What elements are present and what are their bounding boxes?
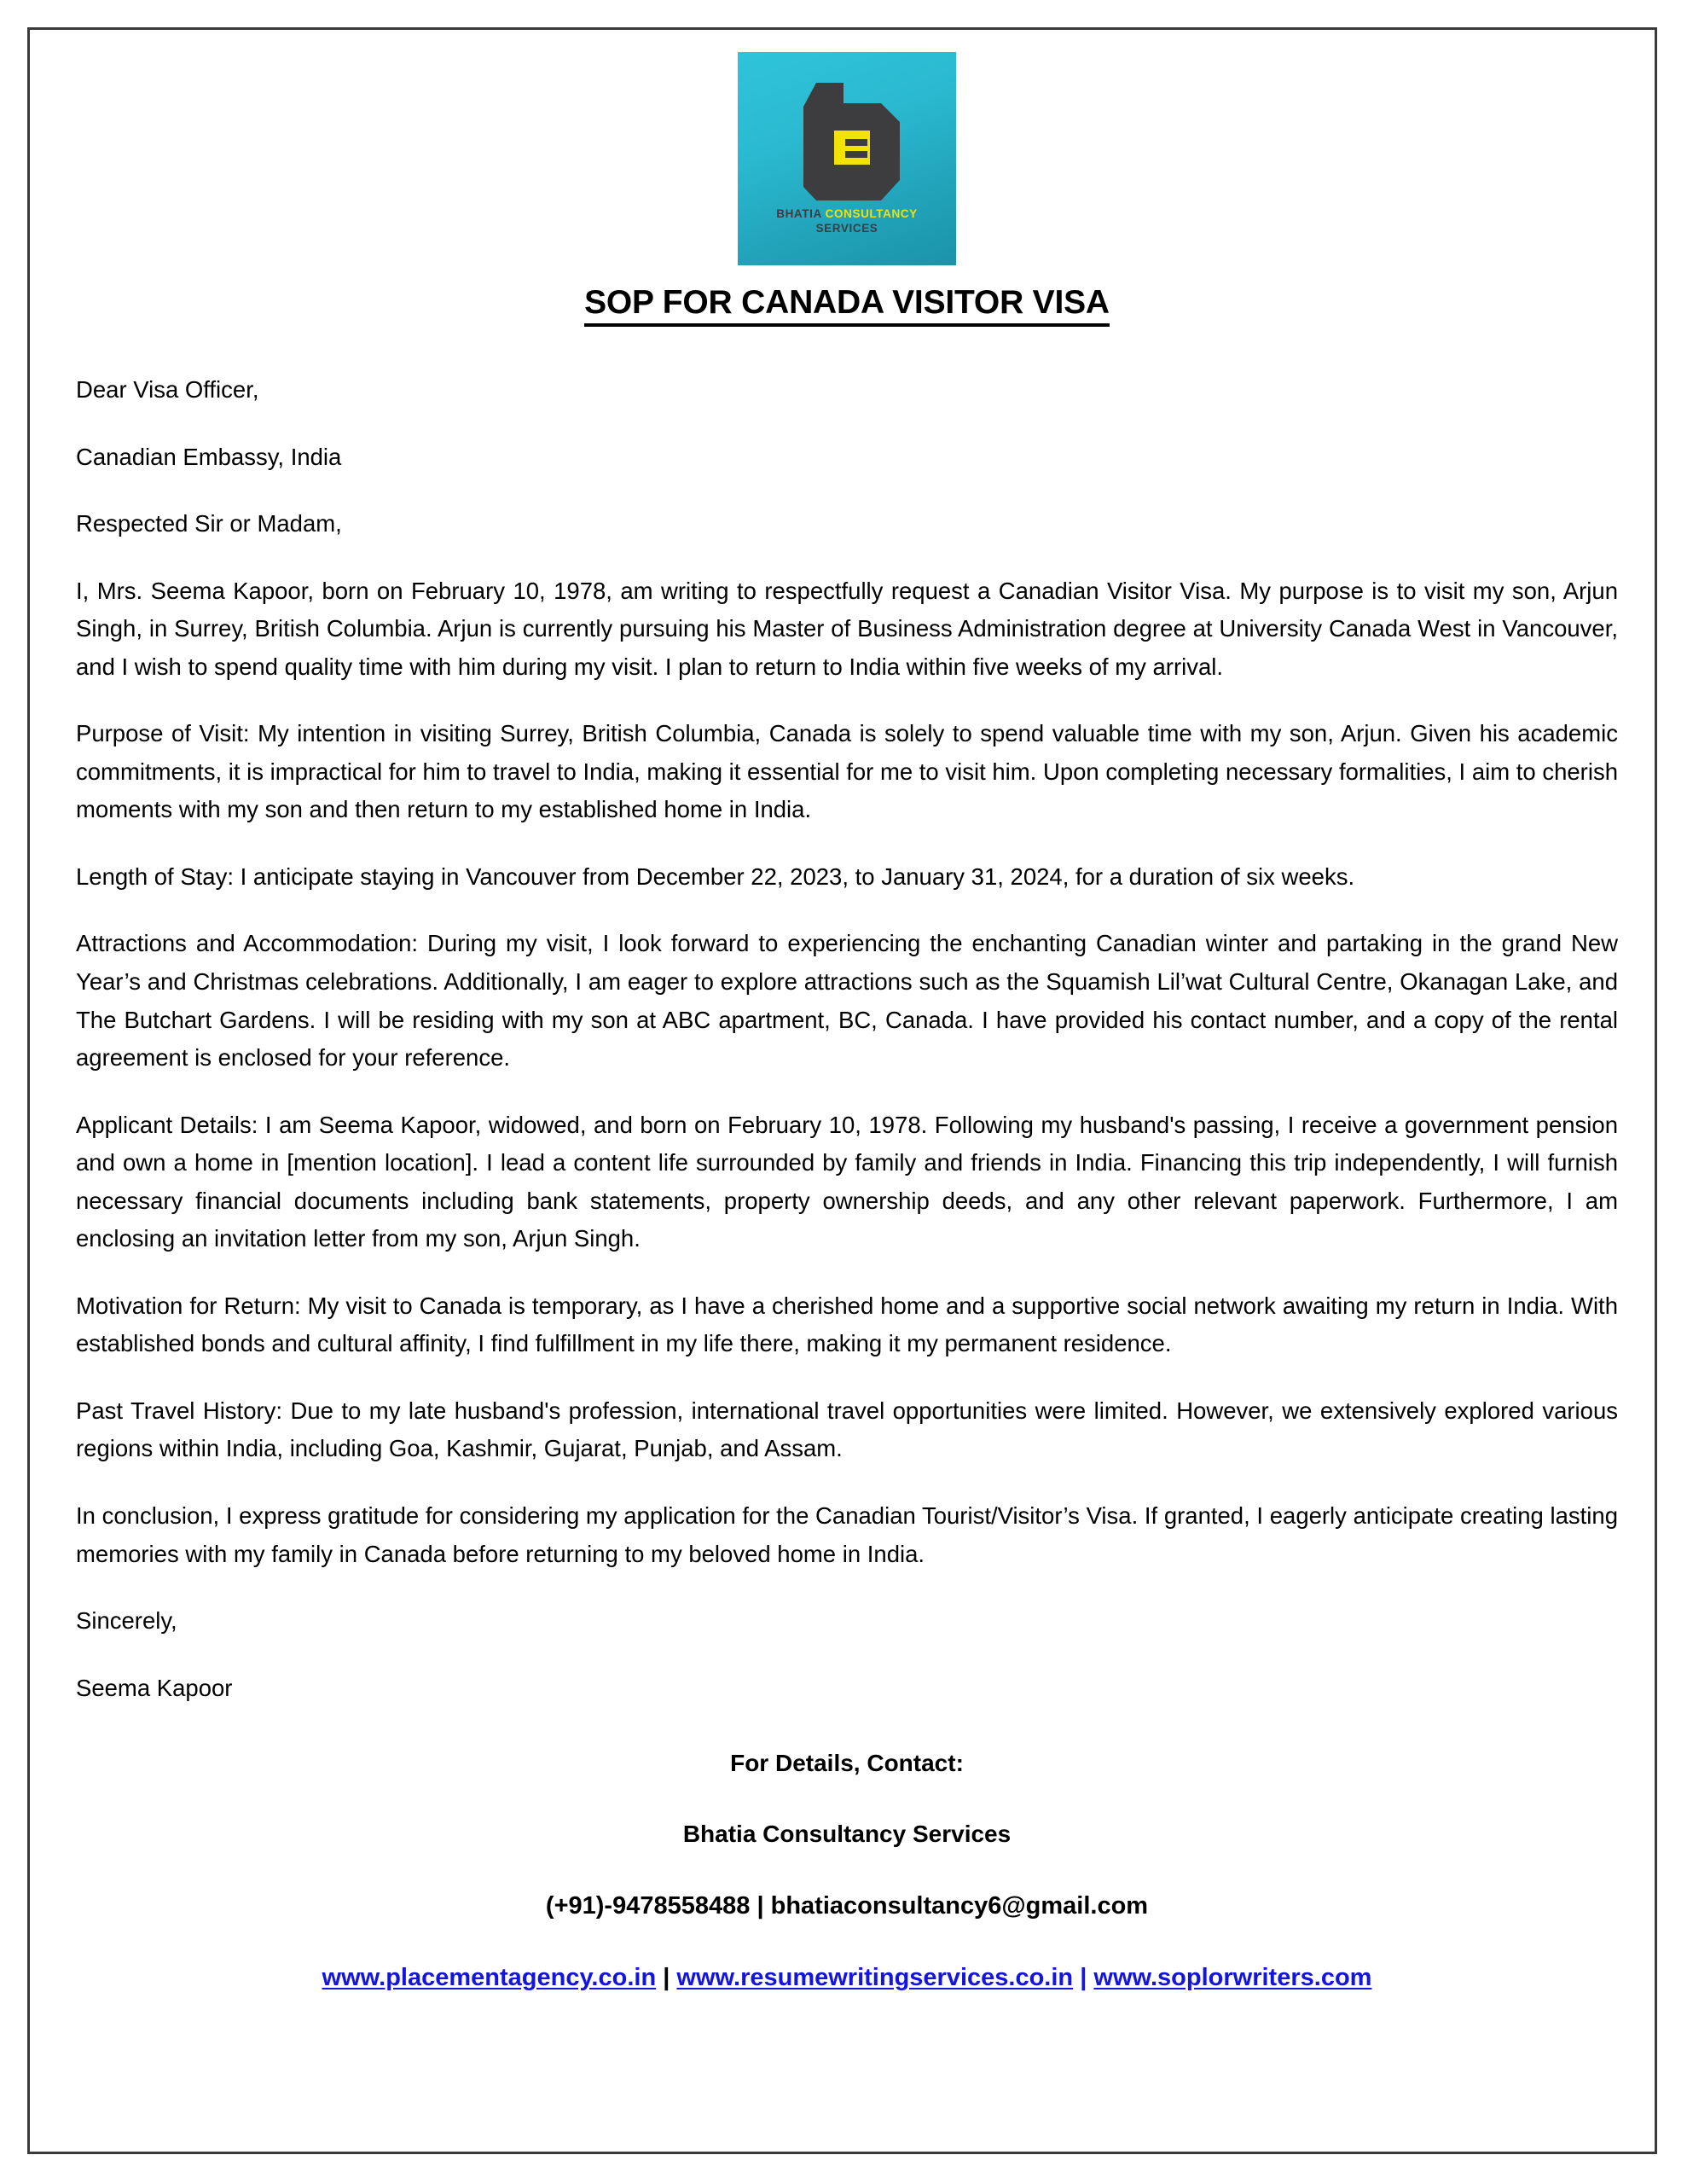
footer-link-separator-2: |: [1080, 1964, 1087, 1992]
footer-email: bhatiaconsultancy6@gmail.com: [770, 1891, 1149, 1920]
footer-phone: (+91)-9478558488: [545, 1891, 751, 1920]
letter-body: [76, 371, 1618, 1707]
logo-word-consultancy: CONSULTANCY: [825, 207, 918, 221]
salutation-line-3: Respected Sir or Madam,: [76, 510, 342, 537]
footer-link-resumewritingservices[interactable]: www.resumewritingservices.co.in: [676, 1964, 1074, 1992]
paragraph-motivation-for-return: Motivation for Return: My visit to Canada is temporary, as I have a cherished home and a supportive social network awaiting my return in India. With established bonds and cultural affinity, I find fulfillment in my life there, making it my permanent residence.: [76, 1292, 1618, 1357]
footer-link-placementagency[interactable]: www.placementagency.co.in: [322, 1964, 657, 1992]
document-footer: [76, 1746, 1618, 1995]
paragraph-length-of-stay: Length of Stay: I anticipate staying in Vancouver from December 22, 2023, to January 31, 2024, for a duration of six weeks.: [76, 863, 1355, 890]
logo-container: [76, 30, 1618, 265]
footer-link-soplorwriters[interactable]: www.soplorwriters.com: [1093, 1964, 1372, 1992]
footer-contact-heading: For Details, Contact:: [730, 1750, 964, 1777]
footer-contact-line: [76, 1889, 1618, 1924]
paragraph-purpose-of-visit: Purpose of Visit: My intention in visiting Surrey, British Columbia, Canada is solely to spend valuable time with my son, Arjun. Given his academic commitments, it is impractical for him to travel to India, making it essential for me to visit him. Upon completing necessary formalities, I aim to cherish moments with my son and then return to my established home in India.: [76, 720, 1618, 823]
footer-links-line: [76, 1960, 1618, 1995]
logo-wordmark: [738, 207, 956, 236]
paragraph-intro: I, Mrs. Seema Kapoor, born on February 10, 1978, am writing to respectfully request a Canadian Visitor Visa. My purpose is to visit my son, Arjun Singh, in Surrey, British Columbia. Arjun is currently pursuing his Master of Business Administration degree at University Canada West in Vancouver, and I wish to spend quality time with him during my visit. I plan to return to India within five weeks of my arrival.: [76, 577, 1618, 680]
logo-word-bhatia: BHATIA: [776, 207, 826, 221]
logo-word-services: SERVICES: [815, 222, 878, 235]
salutation-line-1: Dear Visa Officer,: [76, 376, 259, 403]
document-page: [27, 27, 1657, 2154]
salutation-line-2: Canadian Embassy, India: [76, 443, 342, 470]
paragraph-past-travel-history: Past Travel History: Due to my late husband's profession, international travel opportunities were limited. However, we extensively explored various regions within India, including Goa, Kashmir, Gujarat, Punjab, and Assam.: [76, 1397, 1618, 1462]
document-content: [76, 30, 1618, 1995]
logo-b-mark-icon: [787, 83, 907, 200]
footer-phone-email-separator: |: [757, 1891, 764, 1920]
bhatia-consultancy-logo: [738, 52, 956, 265]
paragraph-conclusion: In conclusion, I express gratitude for considering my application for the Canadian Tourist/Visitor’s Visa. If granted, I eagerly anticipate creating lasting memories with my family in Canada before returning to my beloved home in India.: [76, 1502, 1618, 1567]
footer-link-separator-1: |: [663, 1964, 670, 1992]
page-title: [76, 284, 1618, 322]
signer-name: Seema Kapoor: [76, 1674, 233, 1701]
page-title-text: SOP FOR CANADA VISITOR VISA: [584, 284, 1110, 327]
sign-off: Sincerely,: [76, 1607, 177, 1635]
footer-company-name: Bhatia Consultancy Services: [682, 1821, 1012, 1848]
paragraph-applicant-details: Applicant Details: I am Seema Kapoor, widowed, and born on February 10, 1978. Following my husband's passing, I receive a government pension and own a home in [mention location]. I lead a content life surrounded by family and friends in India. Financing this trip independently, I will furnish necessary financial documents including bank statements, property ownership deeds, and any other relevant paperwork. Furthermore, I am enclosing an invitation letter from my son, Arjun Singh.: [76, 1111, 1618, 1252]
paragraph-attractions-accommodation: Attractions and Accommodation: During my visit, I look forward to experiencing the enchanting Canadian winter and partaking in the grand New Year’s and Christmas celebrations. Additionally, I am eager to explore attractions such as the Squamish Lil’wat Cultural Centre, Okanagan Lake, and The Butchart Gardens. I will be residing with my son at ABC apartment, BC, Canada. I have provided his contact number, and a copy of the rental agreement is enclosed for your reference.: [76, 930, 1618, 1072]
